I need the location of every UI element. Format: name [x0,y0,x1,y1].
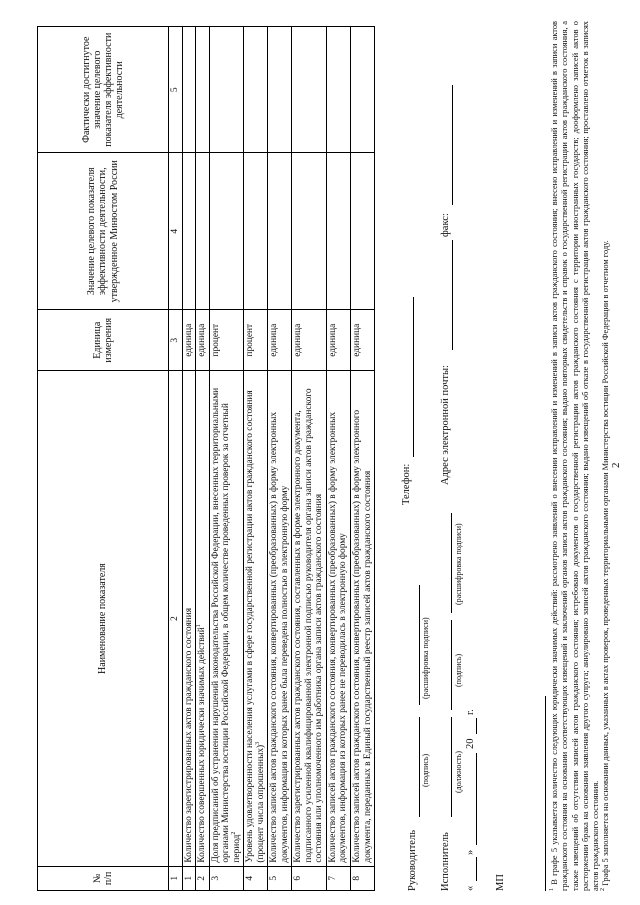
date-year-line [476,718,477,734]
row-unit: процент [244,310,268,371]
header-num: № п/п [38,866,169,890]
fax-label: факс: [440,213,451,237]
row-target [326,153,350,310]
row-actual [350,27,374,153]
row-actual [209,27,244,153]
row-name: Количество записей актов гражданского состояния, конвертированных (преобразованных) в форму электронного документа, переданных в Единый государственный реестр записей актов гражданского состояния [350,371,374,866]
date-open: « [465,885,476,891]
date-month-line [476,753,477,845]
phone-line [413,297,414,457]
row-actual [182,27,196,153]
table-row [196,27,210,891]
table-row [182,27,196,891]
head-label: Руководитель [407,830,418,891]
executor-decode-line [451,513,452,613]
row-actual [196,27,210,153]
footnote-1: $^1$ В графе 5 указывается количество следующих юридически значимых действий: рассмотрено заявлений о внесении исправлений и изменений в записи актов гражданского состояния; внесено исправлений и изменений в записи актов гражданского состояния на основании соответствующих извещений и заключений органов записи актов гражданского состояния; выдано повторных свидетельств и справок о государственной регистрации актов гражданского состояния, а также извещений об отсутствии записей актов гражданского состояния; истребовано документов о государственной регистрации актов гражданского состояния с территории иностранных государств; дооформлено записей актов о расторжении брака на основании заявления другого супруга; аннулировано записей актов гражданского состояния; выдано извещений об отказе в государственной регистрации актов гражданского состояния; проставлено отметок в записях актов гражданского состояния. [549,21,600,891]
row-unit: процент [209,310,244,371]
email-label: Адрес электронной почты: [440,365,451,485]
row-num: 8 [350,866,374,890]
fax-line [452,85,453,205]
row-name: Доля предписаний об устранении нарушений законодательства Российской Федерации, внесенных территориальными органами Министерства юстиции Российской Федерации, в общем количестве проведенных проверок за отчетный период$^2$ [209,371,244,866]
head-decode-line [419,585,420,705]
row-actual [292,27,327,153]
head-sign-line [419,717,420,817]
head-decode-hint: (расшифровка подписи) [421,617,430,699]
table-row [292,27,327,891]
colnum-5: 5 [169,27,183,153]
row-name: Количество зарегистрированных актов гражданского состояния, составленных в форме электронного документа, подписанного усиленной квалифицированной электронной подписью руководителя органа записи актов гражданского состояния или уполномоченного им работника органа записи актов гражданского состояния [292,371,327,866]
footnote-separator [545,696,546,891]
date-day-line [476,857,477,881]
row-target [268,153,292,310]
table-row [244,27,268,891]
executor-decode-hint: (расшифровка подписи) [454,523,463,605]
row-num: 1 [182,866,196,890]
executor-label: Исполнитель [440,832,451,891]
row-name: Количество зарегистрированных актов гражданского состояния [182,371,196,866]
row-target [182,153,196,310]
row-target [350,153,374,310]
footnote-ref: 1 [195,624,202,628]
row-target [196,153,210,310]
page-number: 2 [610,462,622,468]
footnote-2: $^2$ Графа 5 заполняется на основании данных, указанных в актах проверок, проведенных территориальными органами Министерства юстиции Российской Федерации в отчетном году. [600,240,611,891]
row-target [244,153,268,310]
row-unit: единица [326,310,350,371]
row-num: 6 [292,866,327,890]
table-header-row [38,27,169,891]
row-target [292,153,327,310]
colnum-3: 3 [169,310,183,371]
stamp-label: МП [495,874,506,891]
header-target: Значение целевого показателя эффективности деятельности, утвержденное Минюстом России [38,153,169,310]
row-unit: единица [182,310,196,371]
executor-position-hint: (должность) [454,751,463,793]
column-number-row [169,27,183,891]
row-name: Уровень удовлетворенности населения услугами в сфере государственной регистрации актов гражданского состояния (процент числа опрошенных)$^3$ [244,371,268,866]
executor-sign-line [451,620,452,710]
header-actual: Фактически достигнутое значение целевого показателя эффективности деятельности [38,27,169,153]
footnote-ref: 3 [254,741,261,745]
row-num: 7 [326,866,350,890]
phone-label: Телефон: [401,463,412,505]
footnote-ref: 2 [230,831,237,835]
row-num: 3 [209,866,244,890]
row-unit: единица [350,310,374,371]
row-unit: единица [196,310,210,371]
colnum-4: 4 [169,153,183,310]
colnum-1: 1 [169,866,183,890]
row-num: 5 [268,866,292,890]
head-sign-hint: (подпись) [421,753,430,787]
row-target [209,153,244,310]
table-row [326,27,350,891]
colnum-2: 2 [169,371,183,866]
row-actual [268,27,292,153]
table-row [209,27,244,891]
executor-position-line [451,717,452,817]
header-unit: Единица измерения [38,310,169,371]
date-year-suffix: г. [465,709,476,715]
email-line [452,240,453,350]
header-name: Наименование показателя [38,371,169,866]
table-row [268,27,292,891]
indicators-table [37,26,375,891]
row-name: Количество записей актов гражданского состояния, конвертированных (преобразованных) в форму электронных документов, информация из которых ранее не переводилась в электронную форму [326,371,350,866]
row-name: Количество совершенных юридически значимых действий$^1$ [196,371,210,866]
date-year: 20 [465,738,476,749]
row-num: 2 [196,866,210,890]
row-unit: единица [268,310,292,371]
row-name: Количество записей актов гражданского состояния, конвертированных (преобразованных) в форму электронных документов, информация из которых ранее была переведена полностью в электронную форму [268,371,292,866]
footnotes [550,21,612,891]
row-actual [244,27,268,153]
row-unit: единица [292,310,327,371]
row-actual [326,27,350,153]
table-row [350,27,374,891]
executor-sign-hint: (подпись) [454,653,463,687]
date-close: » [465,849,476,855]
row-num: 4 [244,866,268,890]
